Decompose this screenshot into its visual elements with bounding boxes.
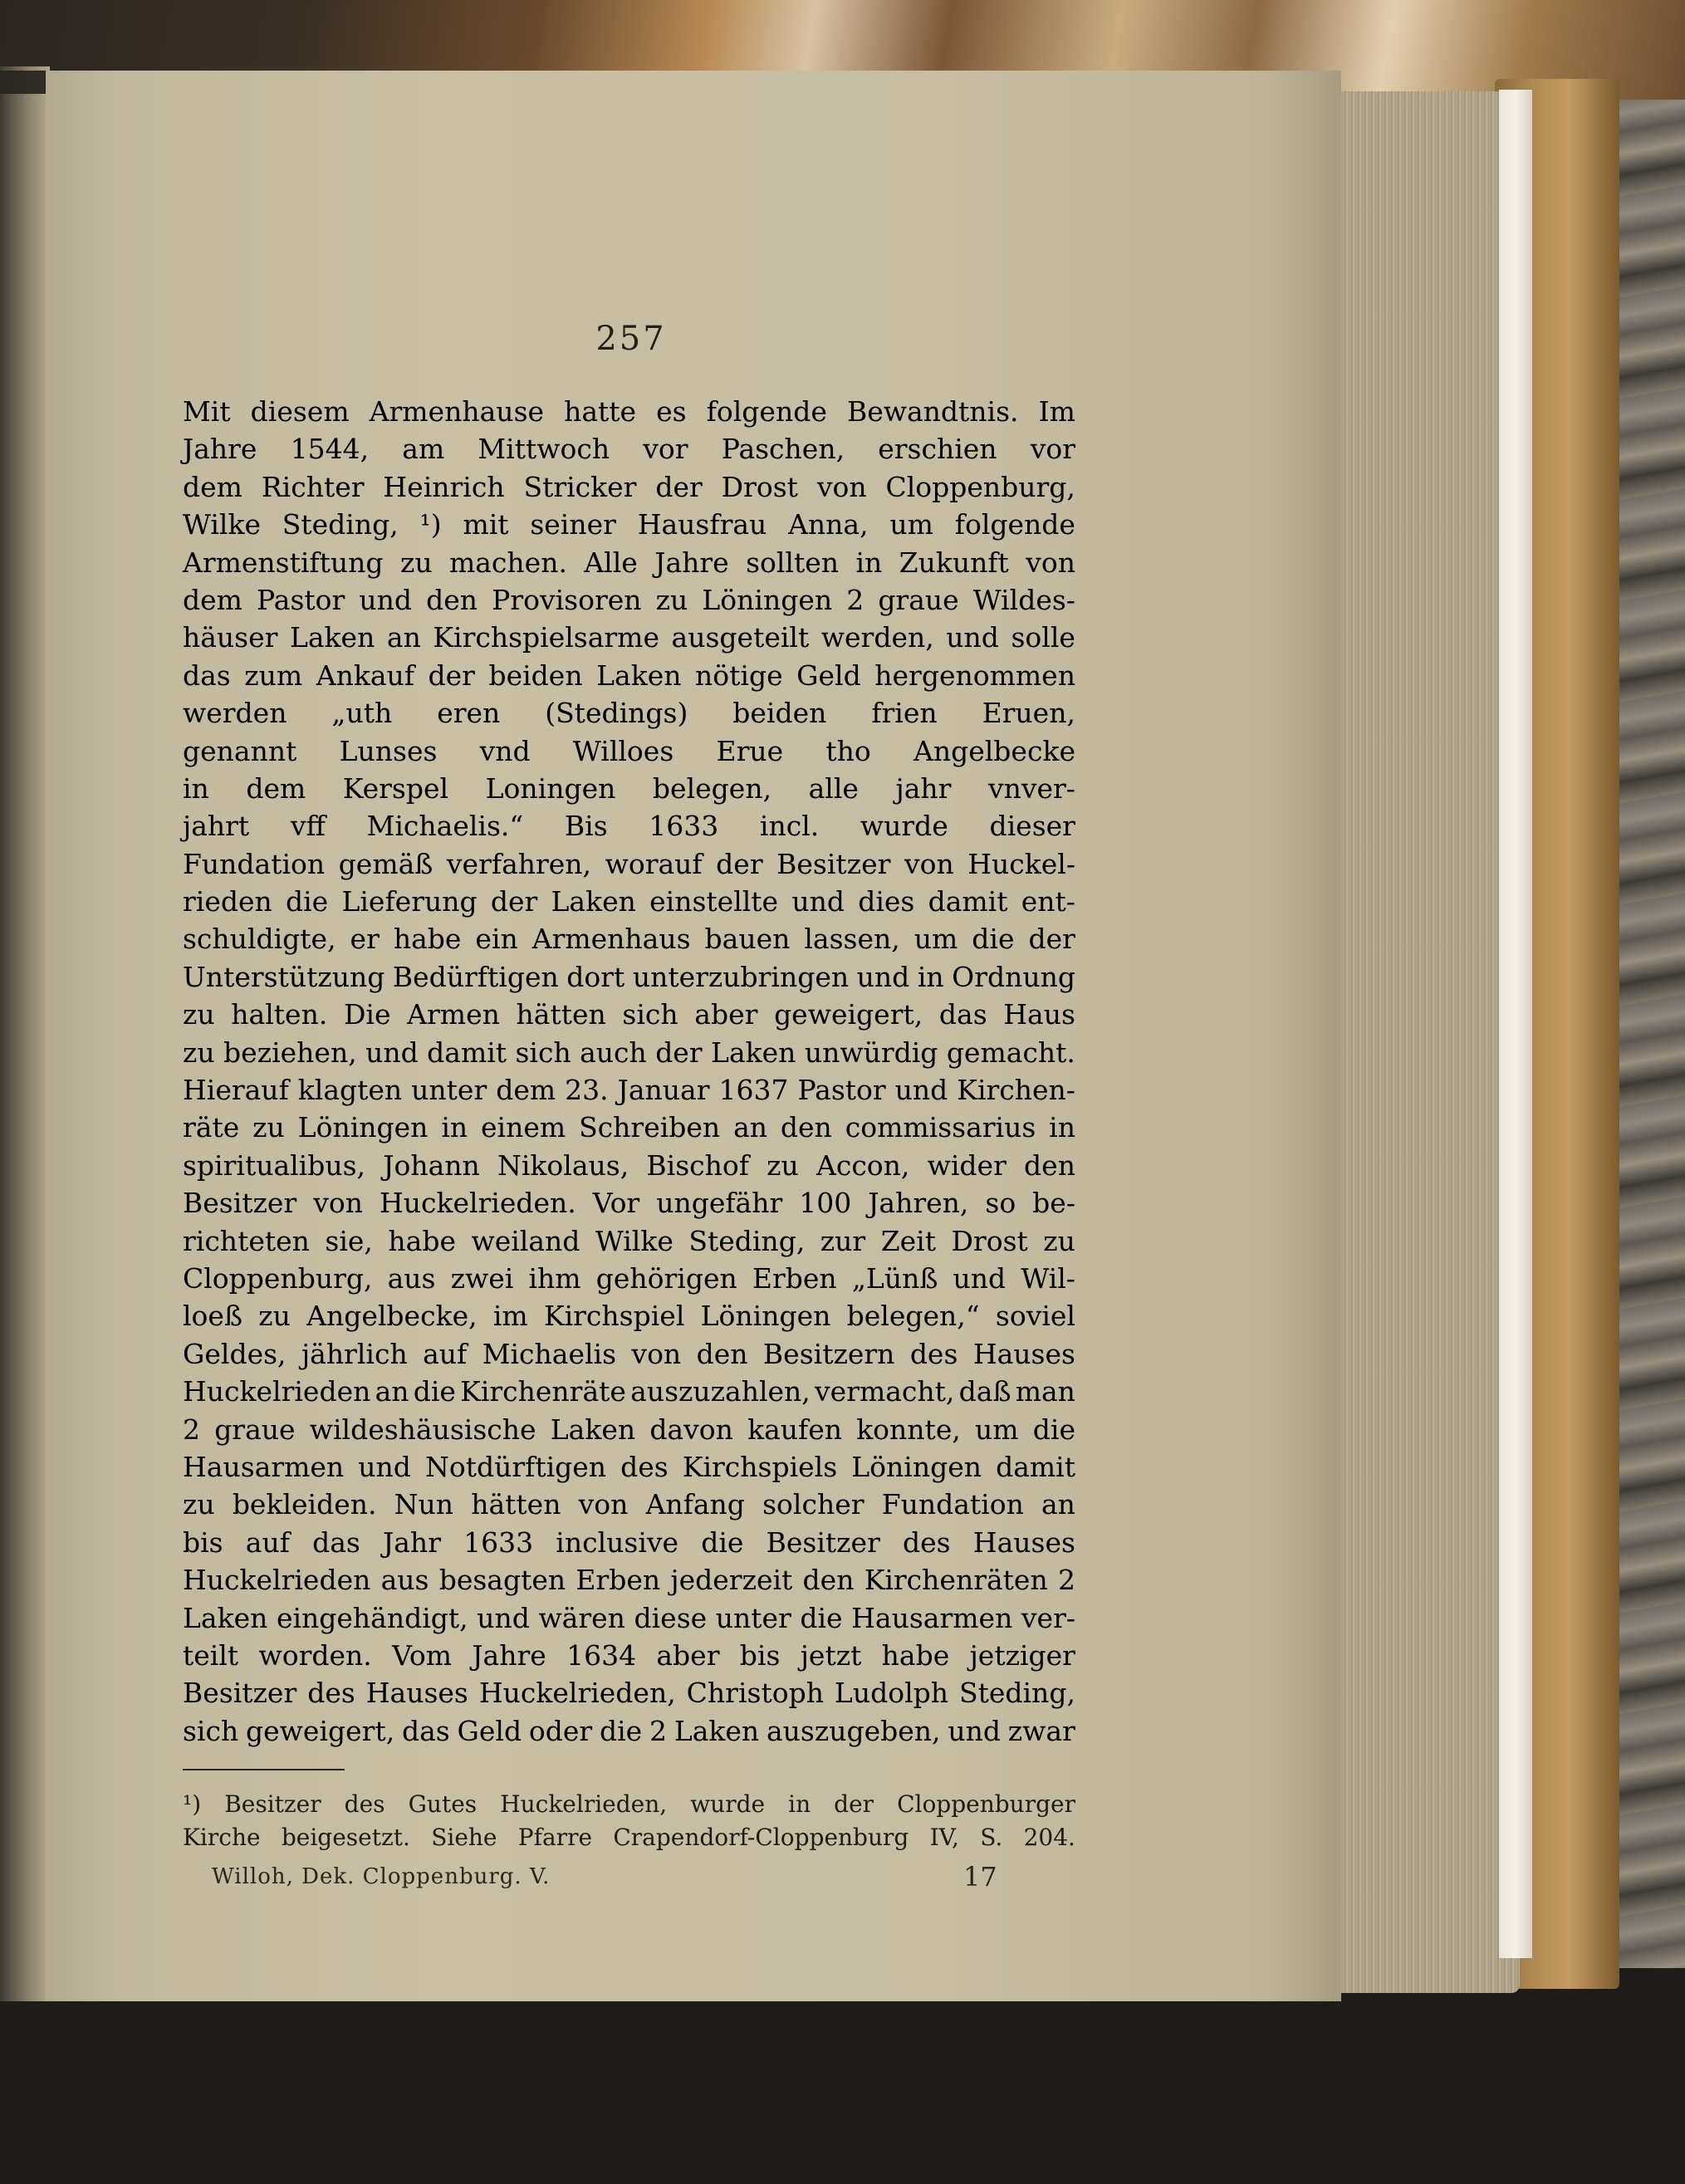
text-line: in dem Kerspel Loningen belegen, alle jahr vnver- <box>183 771 1075 805</box>
text-line: Besitzer von Huckelrieden. Vor ungefähr 100 Jahren, so be- <box>183 1187 1075 1220</box>
text-line: Hausarmen und Notdürftigen des Kirchspiels Löningen damit <box>183 1450 1075 1483</box>
text-line: Unterstützung Bedürftigen dort unterzubringen und in Ordnung <box>183 960 1075 993</box>
text-line: Besitzer des Hauses Huckelrieden, Christoph Ludolph Steding, <box>183 1677 1075 1710</box>
text-line: Huckelrieden an die Kirchenräte auszuzahlen, vermacht, daß man <box>183 1375 1075 1408</box>
text-line: Geldes, jährlich auf Michaelis von den Besitzern des Hauses <box>183 1337 1075 1370</box>
text-line: werden „uth eren (Stedings) beiden frien Eruen, <box>183 697 1075 730</box>
text-line: räte zu Löningen in einem Schreiben an den commissarius in <box>183 1111 1075 1144</box>
text-line: Mit diesem Armenhause hatte es folgende Bewandtnis. Im <box>183 395 1075 428</box>
text-line: zu beziehen, und damit sich auch der Laken unwürdig gemacht. <box>183 1036 1075 1069</box>
page-number: 257 <box>595 320 667 358</box>
text-line: häuser Laken an Kirchspielsarme ausgeteilt werden, und solle <box>183 621 1075 654</box>
sheet-number: 17 <box>963 1861 997 1893</box>
endpaper-edge <box>1499 90 1532 1958</box>
text-line: jahrt vff Michaelis.“ Bis 1633 incl. wurde dieser <box>183 810 1075 843</box>
text-line: zu halten. Die Armen hätten sich aber geweigert, das Haus <box>183 998 1075 1031</box>
footnote-line: ¹) Besitzer des Gutes Huckelrieden, wurde in der Cloppenburger <box>183 1790 1075 1818</box>
page-block-edges <box>1329 91 1520 1993</box>
footnote-divider <box>183 1769 345 1770</box>
text-line: dem Richter Heinrich Stricker der Drost von Cloppenburg, <box>183 470 1075 503</box>
text-line: Huckelrieden aus besagten Erben jederzeit den Kirchenräten 2 <box>183 1564 1075 1597</box>
text-line: zu bekleiden. Nun hätten von Anfang solcher Fundation an <box>183 1488 1075 1521</box>
text-line: bis auf das Jahr 1633 inclusive die Besitzer des Hauses <box>183 1525 1075 1559</box>
text-line: das zum Ankauf der beiden Laken nötige Geld hergenommen <box>183 659 1075 692</box>
text-line: loeß zu Angelbecke, im Kirchspiel Löningen belegen,“ soviel <box>183 1300 1075 1333</box>
text-line: dem Pastor und den Provisoren zu Löningen 2 graue Wildes- <box>183 583 1075 616</box>
footnote-line: Kirche beigesetzt. Siehe Pfarre Crapendorf-Cloppenburg IV, S. 204. <box>183 1824 1075 1851</box>
text-line: 2 graue wildeshäusische Laken davon kaufen konnte, um die <box>183 1413 1075 1446</box>
text-line: Wilke Steding, ¹) mit seiner Hausfrau Anna, um folgende <box>183 508 1075 541</box>
text-line: schuldigte, er habe ein Armenhaus bauen lassen, um die der <box>183 923 1075 956</box>
text-line: rieden die Lieferung der Laken einstellte und dies damit ent- <box>183 885 1075 918</box>
left-page-edge <box>0 66 50 2001</box>
signature-mark: Willoh, Dek. Cloppenburg. V. <box>212 1864 551 1889</box>
text-line: spiritualibus, Johann Nikolaus, Bischof zu Accon, wider den <box>183 1148 1075 1182</box>
text-line: Jahre 1544, am Mittwoch vor Paschen, erschien vor <box>183 433 1075 466</box>
text-line: Hierauf klagten unter dem 23. Januar 1637 Pastor und Kirchen- <box>183 1074 1075 1107</box>
text-line: Armenstiftung zu machen. Alle Jahre sollten in Zukunft von <box>183 546 1075 579</box>
text-line: Laken eingehändigt, und wären diese unter die Hausarmen ver- <box>183 1601 1075 1634</box>
text-line: Fundation gemäß verfahren, worauf der Besitzer von Huckel- <box>183 847 1075 880</box>
text-line: genannt Lunses vnd Willoes Erue tho Angelbecke <box>183 734 1075 767</box>
text-line: Cloppenburg, aus zwei ihm gehörigen Erben „Lünß und Wil- <box>183 1261 1075 1295</box>
book-page <box>46 71 1341 2001</box>
body-text <box>183 393 1075 1750</box>
footnotes <box>183 1788 1075 1854</box>
text-line: teilt worden. Vom Jahre 1634 aber bis jetzt habe jetziger <box>183 1638 1075 1672</box>
text-line: richteten sie, habe weiland Wilke Steding, zur Zeit Drost zu <box>183 1224 1075 1257</box>
text-line: sich geweigert, das Geld oder die 2 Laken auszugeben, und zwar <box>183 1714 1075 1747</box>
